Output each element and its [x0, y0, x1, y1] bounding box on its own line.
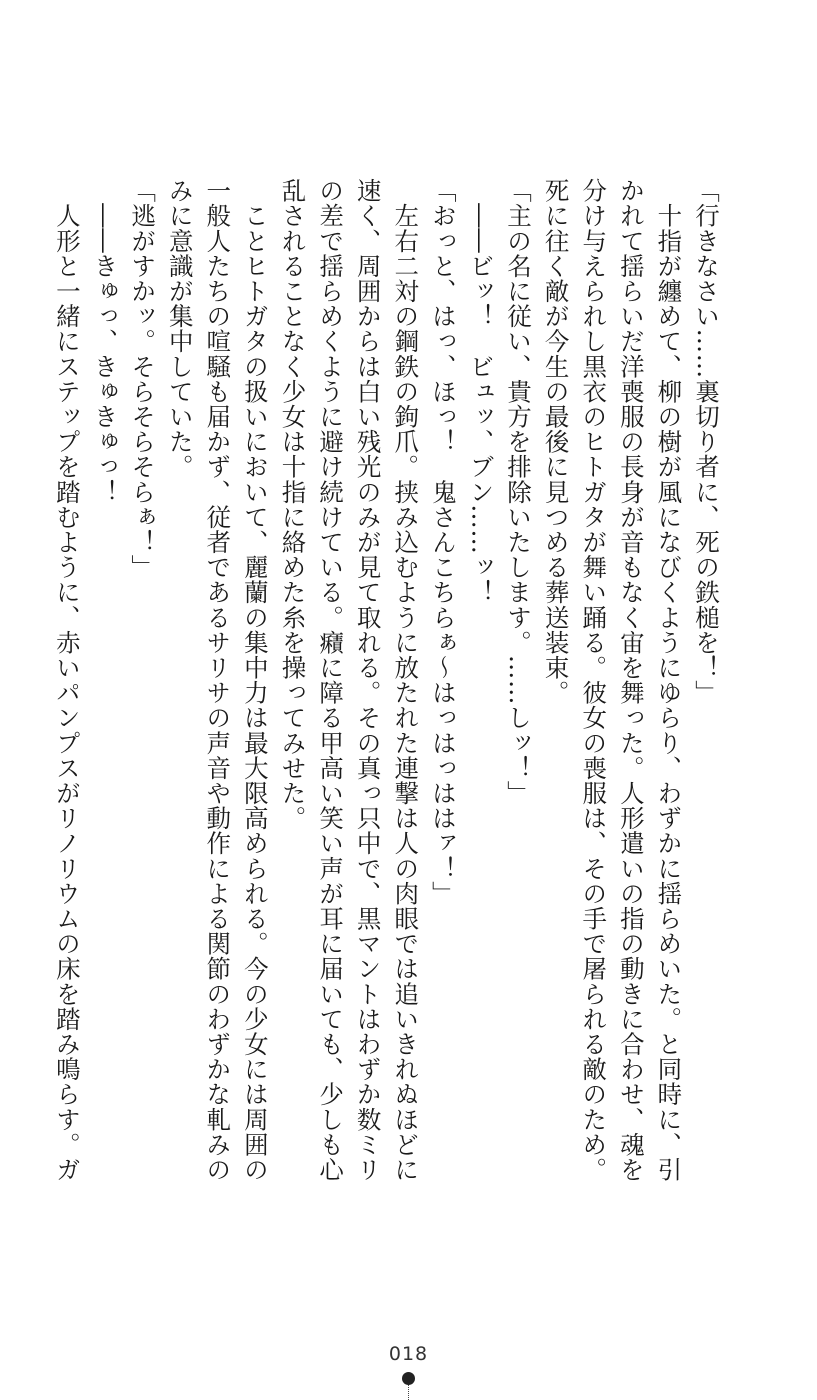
page-number: 018 [388, 1343, 429, 1365]
text-line: ――きゅっ、きゅきゅっ！ [90, 178, 120, 505]
text-line: の差で揺らめくように避け続けている。癪に障る甲高い笑い声が耳に届いても、少しも心 [316, 178, 346, 1182]
text-line: 分け与えられし黒衣のヒトガタが舞い踊る。彼女の喪服は、その手で屠られる敵のため。 [579, 178, 609, 1182]
text-line: ことヒトガタの扱いにおいて、麗蘭の集中力は最大限高められる。今の少女には周囲の [240, 178, 270, 1182]
marker-stem [408, 1385, 409, 1400]
marker-dot [402, 1372, 415, 1385]
text-line: みに意識が集中していた。 [165, 178, 195, 480]
text-line: 「逃がすかッ。そらそらそらぁ！」 [128, 178, 158, 580]
text-line: 十指が纏めて、柳の樹が風になびくようにゆらり、わずかに揺らめいた。と同時に、引 [654, 178, 684, 1182]
text-line: 死に往く敵が今生の最後に見つめる葬送装束。 [541, 178, 571, 706]
text-line: 「おっと、はっ、ほっ！ 鬼さんこちらぁ～はっはっははァ！」 [428, 178, 458, 906]
text-line: かれて揺らいだ洋喪服の長身が音もなく宙を舞った。人形遣いの指の動きに合わせ、魂を [616, 178, 646, 1182]
text-line: 速く、周囲からは白い残光のみが見て取れる。その真っ只中で、黒マントはわずか数ミリ [353, 178, 383, 1182]
text-line: 一般人たちの喧騒も届かず、従者であるサリサの声音や動作による関節のわずかな軋みの [203, 178, 233, 1182]
text-line: ――ビッ！ ビュッ、ブン……ッ！ [466, 178, 496, 605]
body-text [48, 178, 725, 1182]
text-line: 「主の名に従い、貴方を排除いたします。……しッ！」 [504, 178, 534, 806]
text-line: 左右二対の鋼鉄の鉤爪。挟み込むように放たれた連撃は人の肉眼では追いきれぬほどに [391, 178, 421, 1182]
page-marker-icon [402, 1372, 416, 1400]
text-line: 乱されることなく少女は十指に絡めた糸を操ってみせた。 [278, 178, 308, 831]
text-line: 人形と一緒にステップを踏むように、赤いパンプスがリノリウムの床を踏み鳴らす。ガ [52, 178, 82, 1182]
text-line: 「行きなさい……裏切り者に、死の鉄槌を！」 [692, 178, 721, 706]
